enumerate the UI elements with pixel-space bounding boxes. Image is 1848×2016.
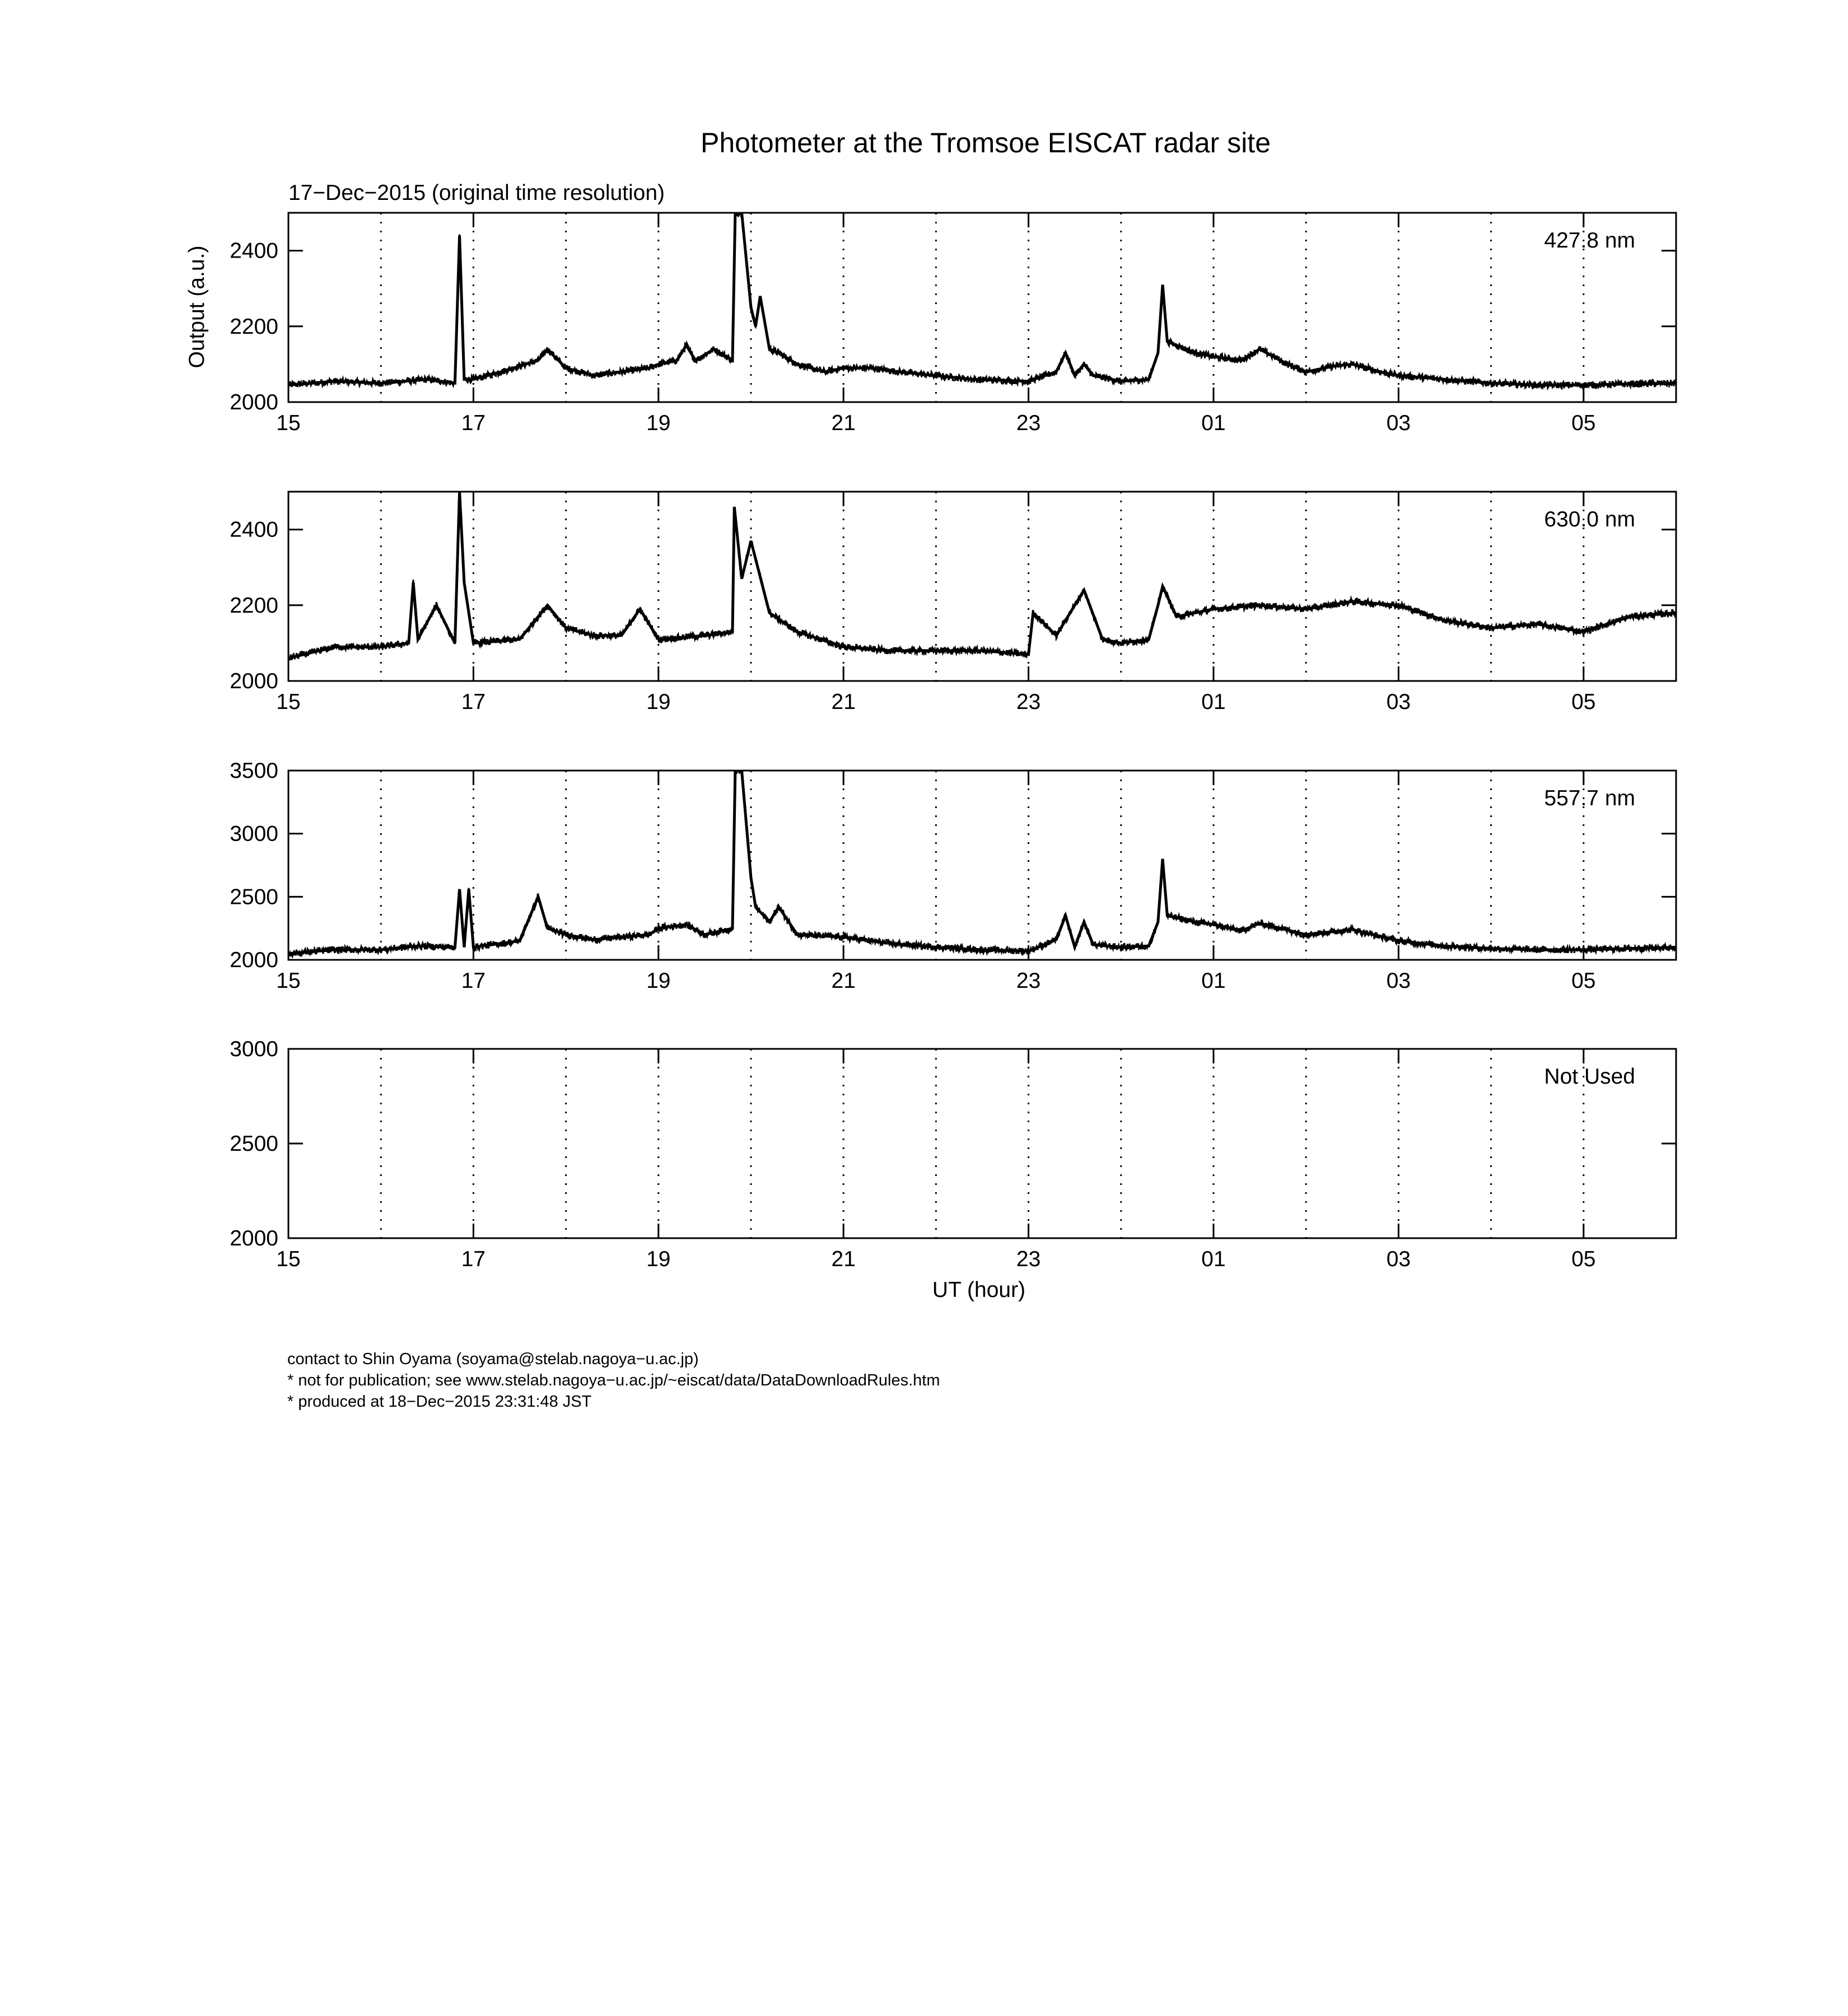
y-tick-label: 2000 <box>230 669 278 693</box>
y-tick-label: 3500 <box>230 759 278 783</box>
x-tick-label: 03 <box>1386 969 1411 993</box>
panel-channel-label: Not Used <box>1544 1065 1635 1089</box>
x-tick-label: 03 <box>1386 411 1411 435</box>
series-line <box>288 210 1676 388</box>
y-tick-label: 2000 <box>230 1226 278 1250</box>
y-axis-label: Output (a.u.) <box>185 245 209 368</box>
y-tick-label: 3000 <box>230 1037 278 1061</box>
x-tick-label: 23 <box>1016 690 1041 714</box>
panel-channel-label: 630.0 nm <box>1544 507 1635 531</box>
panel-channel-label: 557.7 nm <box>1544 786 1635 810</box>
x-tick-label: 15 <box>276 690 301 714</box>
y-tick-label: 2400 <box>230 239 278 263</box>
series-line <box>288 768 1676 956</box>
x-axis-label: UT (hour) <box>932 1278 1026 1302</box>
x-tick-label: 01 <box>1201 690 1226 714</box>
series-envelope <box>288 213 1676 385</box>
x-tick-label: 01 <box>1201 969 1226 993</box>
x-tick-label: 17 <box>461 690 486 714</box>
x-tick-label: 15 <box>276 1247 301 1271</box>
figure-title: Photometer at the Tromsoe EISCAT radar site <box>700 127 1271 158</box>
y-tick-label: 2200 <box>230 314 278 339</box>
panel-2 <box>230 492 1676 714</box>
x-tick-label: 05 <box>1571 690 1596 714</box>
x-tick-label: 03 <box>1386 1247 1411 1271</box>
x-tick-label: 21 <box>831 1247 856 1271</box>
x-tick-label: 23 <box>1016 969 1041 993</box>
panel-channel-label: 427.8 nm <box>1544 228 1635 253</box>
x-tick-label: 21 <box>831 411 856 435</box>
y-tick-label: 2500 <box>230 885 278 909</box>
panel-4 <box>230 1037 1676 1271</box>
axes-box <box>288 1049 1676 1238</box>
x-tick-label: 15 <box>276 969 301 993</box>
y-tick-label: 2200 <box>230 593 278 618</box>
x-tick-label: 17 <box>461 1247 486 1271</box>
x-tick-label: 03 <box>1386 690 1411 714</box>
x-tick-label: 05 <box>1571 1247 1596 1271</box>
footer-rules: * not for publication; see www.stelab.nagoya−u.ac.jp/~eiscat/data/DataDownloadRules.htm <box>287 1371 940 1389</box>
y-tick-label: 2000 <box>230 948 278 972</box>
x-tick-label: 19 <box>646 411 671 435</box>
x-tick-label: 19 <box>646 969 671 993</box>
series-envelope <box>288 771 1676 954</box>
panels <box>230 210 1676 1271</box>
x-tick-label: 17 <box>461 969 486 993</box>
footer-contact: contact to Shin Oyama (soyama@stelab.nagoya−u.ac.jp) <box>287 1350 699 1368</box>
y-tick-label: 2500 <box>230 1132 278 1156</box>
x-tick-label: 21 <box>831 690 856 714</box>
x-tick-label: 15 <box>276 411 301 435</box>
x-tick-label: 05 <box>1571 411 1596 435</box>
x-tick-label: 19 <box>646 690 671 714</box>
figure-subtitle: 17−Dec−2015 (original time resolution) <box>288 181 665 205</box>
x-tick-label: 05 <box>1571 969 1596 993</box>
x-tick-label: 23 <box>1016 411 1041 435</box>
panel-3 <box>230 759 1676 993</box>
axes-box <box>288 771 1676 960</box>
x-tick-label: 01 <box>1201 411 1226 435</box>
y-tick-label: 2400 <box>230 517 278 542</box>
footer-produced: * produced at 18−Dec−2015 23:31:48 JST <box>287 1393 592 1411</box>
x-tick-label: 21 <box>831 969 856 993</box>
x-tick-label: 17 <box>461 411 486 435</box>
series-envelope <box>288 492 1676 658</box>
y-tick-label: 3000 <box>230 822 278 846</box>
panel-1 <box>230 210 1676 435</box>
axes-box <box>288 492 1676 681</box>
y-tick-label: 2000 <box>230 390 278 414</box>
x-tick-label: 01 <box>1201 1247 1226 1271</box>
series-line <box>288 493 1676 660</box>
footer-notes <box>287 1348 940 1412</box>
x-tick-label: 19 <box>646 1247 671 1271</box>
x-tick-label: 23 <box>1016 1247 1041 1271</box>
